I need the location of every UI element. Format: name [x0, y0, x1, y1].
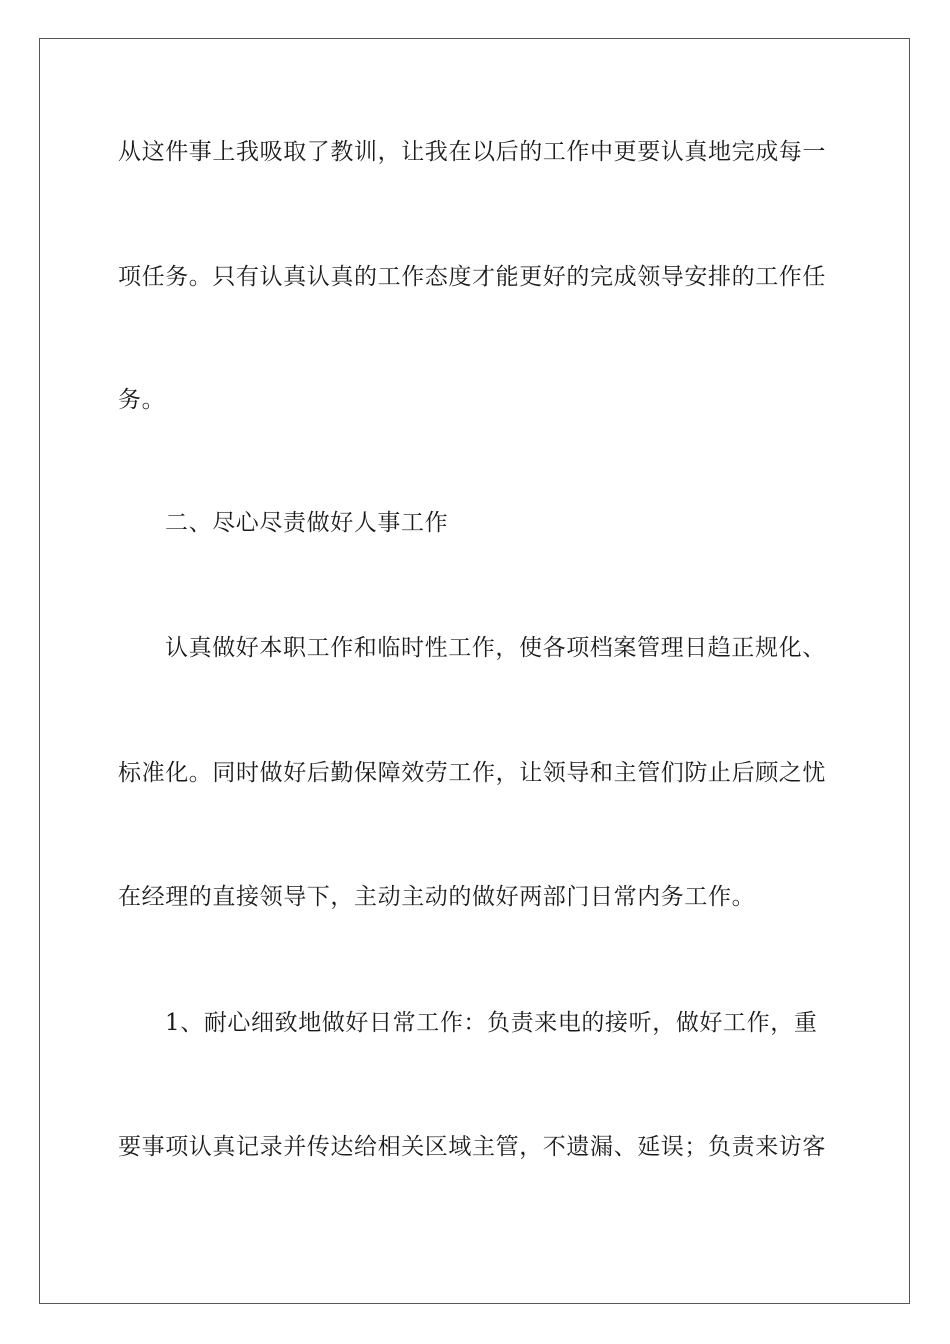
paragraph-line-2: 项任务。只有认真认真的工作态度才能更好的完成领导安排的工作任 [118, 264, 826, 290]
paragraph-line-8: 要事项认真记录并传达给相关区域主管，不遗漏、延误；负责来访客 [118, 1134, 826, 1160]
paragraph-line-4: 认真做好本职工作和临时性工作，使各项档案管理日趋正规化、 [165, 635, 826, 661]
section-heading: 二、尽心尽责做好人事工作 [165, 510, 449, 536]
paragraph-line-1: 从这件事上我吸取了教训，让我在以后的工作中更要认真地完成每一 [118, 139, 826, 165]
paragraph-line-6: 在经理的直接领导下，主动主动的做好两部门日常内务工作。 [118, 884, 756, 910]
paragraph-line-5: 标准化。同时做好后勤保障效劳工作，让领导和主管们防止后顾之忧 [118, 760, 826, 786]
document-page [39, 38, 910, 1304]
paragraph-line-3: 务。 [118, 387, 166, 413]
paragraph-line-7: 1、耐心细致地做好日常工作：负责来电的接听，做好工作，重 [165, 1010, 818, 1036]
